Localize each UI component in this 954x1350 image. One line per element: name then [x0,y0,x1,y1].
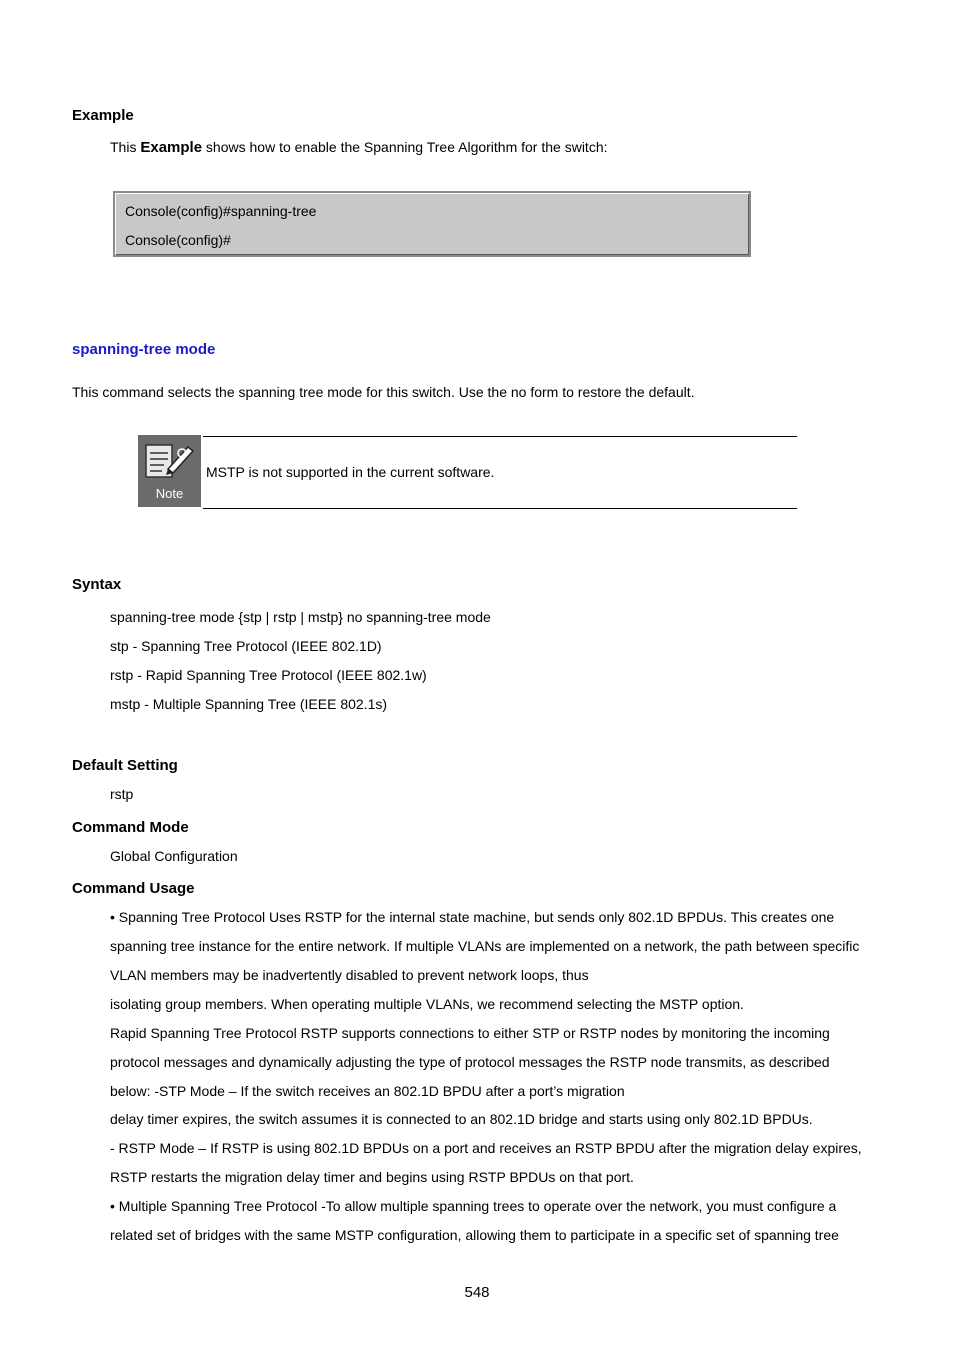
usage-line: isolating group members. When operating multiple VLANs, we recommend selecting the MSTP option. [110,996,744,1012]
default-setting-heading: Default Setting [72,757,178,774]
example-intro-prefix: This [110,139,141,155]
usage-line: related set of bridges with the same MSTP configuration, allowing them to participate in a specific set of spanning tree [110,1227,839,1243]
default-setting-value: rstp [110,786,134,802]
syntax-line: spanning-tree mode {stp | rstp | mstp} no spanning-tree mode [110,609,491,625]
usage-line: VLAN members may be inadvertently disabled to prevent network loops, thus [110,967,589,983]
note-icon-label: Note [155,486,184,501]
usage-line: Rapid Spanning Tree Protocol RSTP supports connections to either STP or RSTP nodes by monitoring the incoming [110,1025,830,1041]
syntax-heading: Syntax [72,576,122,593]
note-text: MSTP is not supported in the current software. [206,464,495,480]
console-line: Console(config)# [125,232,231,248]
usage-line: • Multiple Spanning Tree Protocol -To allow multiple spanning trees to operate over the network, you must configure a [110,1198,837,1214]
usage-line: • Spanning Tree Protocol Uses RSTP for the internal state machine, but sends only 802.1D BPDUs. This creates one [110,909,835,925]
usage-line: spanning tree instance for the entire network. If multiple VLANs are implemented on a network, the path between specific [110,938,860,954]
usage-line: RSTP restarts the migration delay timer and begins using RSTP BPDUs on that port. [110,1169,634,1185]
command-description: This command selects the spanning tree mode for this switch. Use the no form to restore the default. [72,384,695,400]
command-usage-heading: Command Usage [72,880,195,897]
console-line: Console(config)#spanning-tree [125,203,317,219]
syntax-line: rstp - Rapid Spanning Tree Protocol (IEEE 802.1w) [110,667,427,683]
syntax-line: stp - Spanning Tree Protocol (IEEE 802.1D) [110,638,382,654]
example-intro [110,139,608,156]
usage-line: - RSTP Mode – If RSTP is using 802.1D BPDUs on a port and receives an RSTP BPDU after the migration delay expires, [110,1140,862,1156]
usage-line: below: -STP Mode – If the switch receives an 802.1D BPDU after a port’s migration [110,1083,625,1099]
note-top-rule [203,436,797,437]
syntax-line: mstp - Multiple Spanning Tree (IEEE 802.1s) [110,696,388,712]
note-icon [138,435,201,507]
page-number: 548 [464,1284,490,1301]
command-mode-heading: Command Mode [72,819,189,836]
usage-line: delay timer expires, the switch assumes it is connected to an 802.1D bridge and starts using only 802.1D BPDUs. [110,1111,813,1127]
command-title: spanning-tree mode [72,341,216,358]
note-bottom-rule [203,508,797,509]
console-example-box [113,191,751,257]
command-mode-value: Global Configuration [110,848,238,864]
example-intro-strong: Example [140,139,203,156]
example-intro-suffix: shows how to enable the Spanning Tree Algorithm for the switch: [202,139,608,155]
usage-line: protocol messages and dynamically adjusting the type of protocol messages the RSTP node transmits, as described [110,1054,830,1070]
example-heading: Example [72,107,134,124]
